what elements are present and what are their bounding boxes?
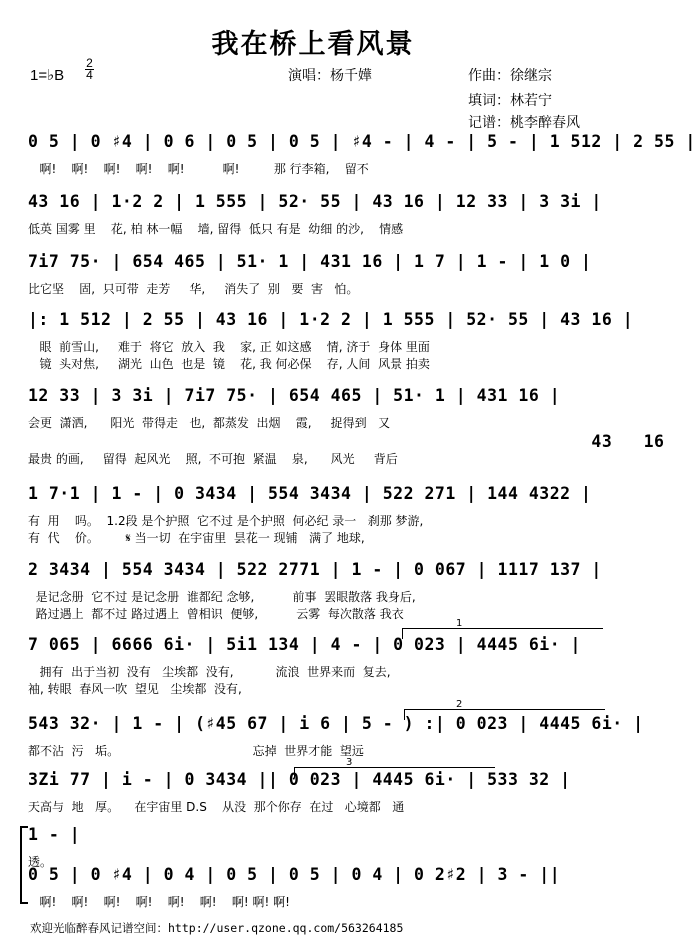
volta-3: [294, 767, 495, 778]
volta-3-number: 3: [346, 757, 353, 768]
lyric-line: 有 用 吗。 1.2段 是个护照 它不过 是个护照 何必纪 录一 刹那 梦游,: [28, 514, 424, 528]
lyric-line: 最贵 的画, 留得 起风光 照, 不可抱 紧温 泉, 风光 背后: [28, 452, 398, 466]
composer-credit: 作曲：徐继宗: [468, 68, 552, 84]
notation-line: 7 065 | 6666 6i· | 5i1 134 | 4 - | 0 023 | 4445 6i· |: [28, 635, 581, 654]
notation-line: 0 5 | 0 ♯4 | 0 6 | 0 5 | 0 5 | ♯4 - | 4 - | 5 - | 1 512 | 2 55 |: [28, 132, 696, 151]
notation-line: 3Zi 77 | i - | 0 3434 || 0 023 | 4445 6i· | 533 32 |: [28, 770, 571, 789]
ending-bracket: [20, 826, 28, 904]
notation-line: 7i7 75· | 654 465 | 51· 1 | 431 16 | 1 7 | 1 - | 1 0 |: [28, 252, 592, 271]
lyric-line: 拥有 出于当初 没有 尘埃都 没有, 流浪 世界来而 复去,: [28, 665, 391, 679]
lyric-line: 比它坚 固, 只可带 走芳 华, 消失了 别 要 害 怕。: [28, 282, 359, 296]
notation-line: |: 1 512 | 2 55 | 43 16 | 1·2 2 | 1 555 | 52· 55 | 43 16 |: [28, 310, 634, 329]
time-signature: 2 4: [86, 56, 93, 82]
footer-note: 欢迎光临醉春风记谱空间：http://user.qzone.qq.com/563264185: [30, 921, 404, 935]
notation-line: 1 - |: [28, 825, 81, 844]
notation-line: 0 5 | 0 ♯4 | 0 4 | 0 5 | 0 5 | 0 4 | 0 2♯2 | 3 - ||: [28, 865, 561, 884]
key-signature: 1=♭B: [30, 67, 65, 84]
transcriber-credit: 记谱：桃李醉春风: [468, 115, 580, 131]
lyric-line: 都不沾 污 垢。 忘掉 世界才能 望远: [28, 744, 364, 758]
lyric-line: 有 代 价。 𝄋 当一切 在宇宙里 昙花一 现铺 满了 地球,: [28, 531, 365, 545]
lyric-line: 眼 前雪山, 难于 将它 放入 我 家, 正 如这感 情, 济于 身体 里面: [28, 340, 430, 354]
lyric-line: 啊! 啊! 啊! 啊! 啊! 啊! 啊! 啊! 啊!: [28, 895, 290, 909]
volta-2-number: 2: [456, 699, 463, 710]
notation-line: 1 7·1 | 1 - | 0 3434 | 554 3434 | 522 271 | 144 4322 |: [28, 484, 592, 503]
lyric-line: 会更 潇洒, 阳光 带得走 也, 都蒸发 出烟 霞, 捉得到 又: [28, 416, 391, 430]
lyric-line: 透。: [28, 855, 53, 869]
lyric-line: 天高与 地 厚。 在宇宙里 D.S 从没 那个你存 在过 心境都 通: [28, 800, 405, 814]
notation-line: 43 16: [28, 432, 665, 451]
volta-2: [404, 709, 605, 720]
lyric-line: 镜 头对焦, 湖光 山色 也是 镜 花, 我 何必保 存, 人间 风景 拍卖: [28, 357, 430, 371]
singer-credit: 演唱：杨千嬅: [288, 68, 372, 84]
volta-1: [402, 628, 603, 639]
volta-1-number: 1: [456, 618, 463, 629]
song-title: 我在桥上看风景: [211, 29, 415, 60]
lyric-line: 啊! 啊! 啊! 啊! 啊! 啊! 那 行李箱, 留不: [28, 162, 369, 176]
lyric-line: 是记念册 它不过 是记念册 谁都纪 念够, 前事 罢眼散落 我身后,: [28, 590, 416, 604]
notation-line: 12 33 | 3 3i | 7i7 75· | 654 465 | 51· 1 | 431 16 |: [28, 386, 561, 405]
lyricist-credit: 填词：林若宁: [468, 93, 552, 109]
lyric-line: 袖, 转眼 春风一吹 望见 尘埃都 没有,: [28, 682, 242, 696]
notation-line: 43 16 | 1·2 2 | 1 555 | 52· 55 | 43 16 | 12 33 | 3 3i |: [28, 192, 602, 211]
lyric-line: 低英 国雾 里 花, 柏 林一幅 墙, 留得 低只 有是 幼细 的沙, 情感: [28, 222, 404, 236]
lyric-line: 路过遇上 都不过 路过遇上 曾相识 便够, 云雾 每次散落 我衣: [28, 607, 404, 621]
notation-line: 543 32· | 1 - | (♯45 67 | i 6 | 5 - ) :| 0 023 | 4445 6i· |: [28, 714, 644, 733]
notation-line: 2 3434 | 554 3434 | 522 2771 | 1 - | 0 067 | 1117 137 |: [28, 560, 602, 579]
